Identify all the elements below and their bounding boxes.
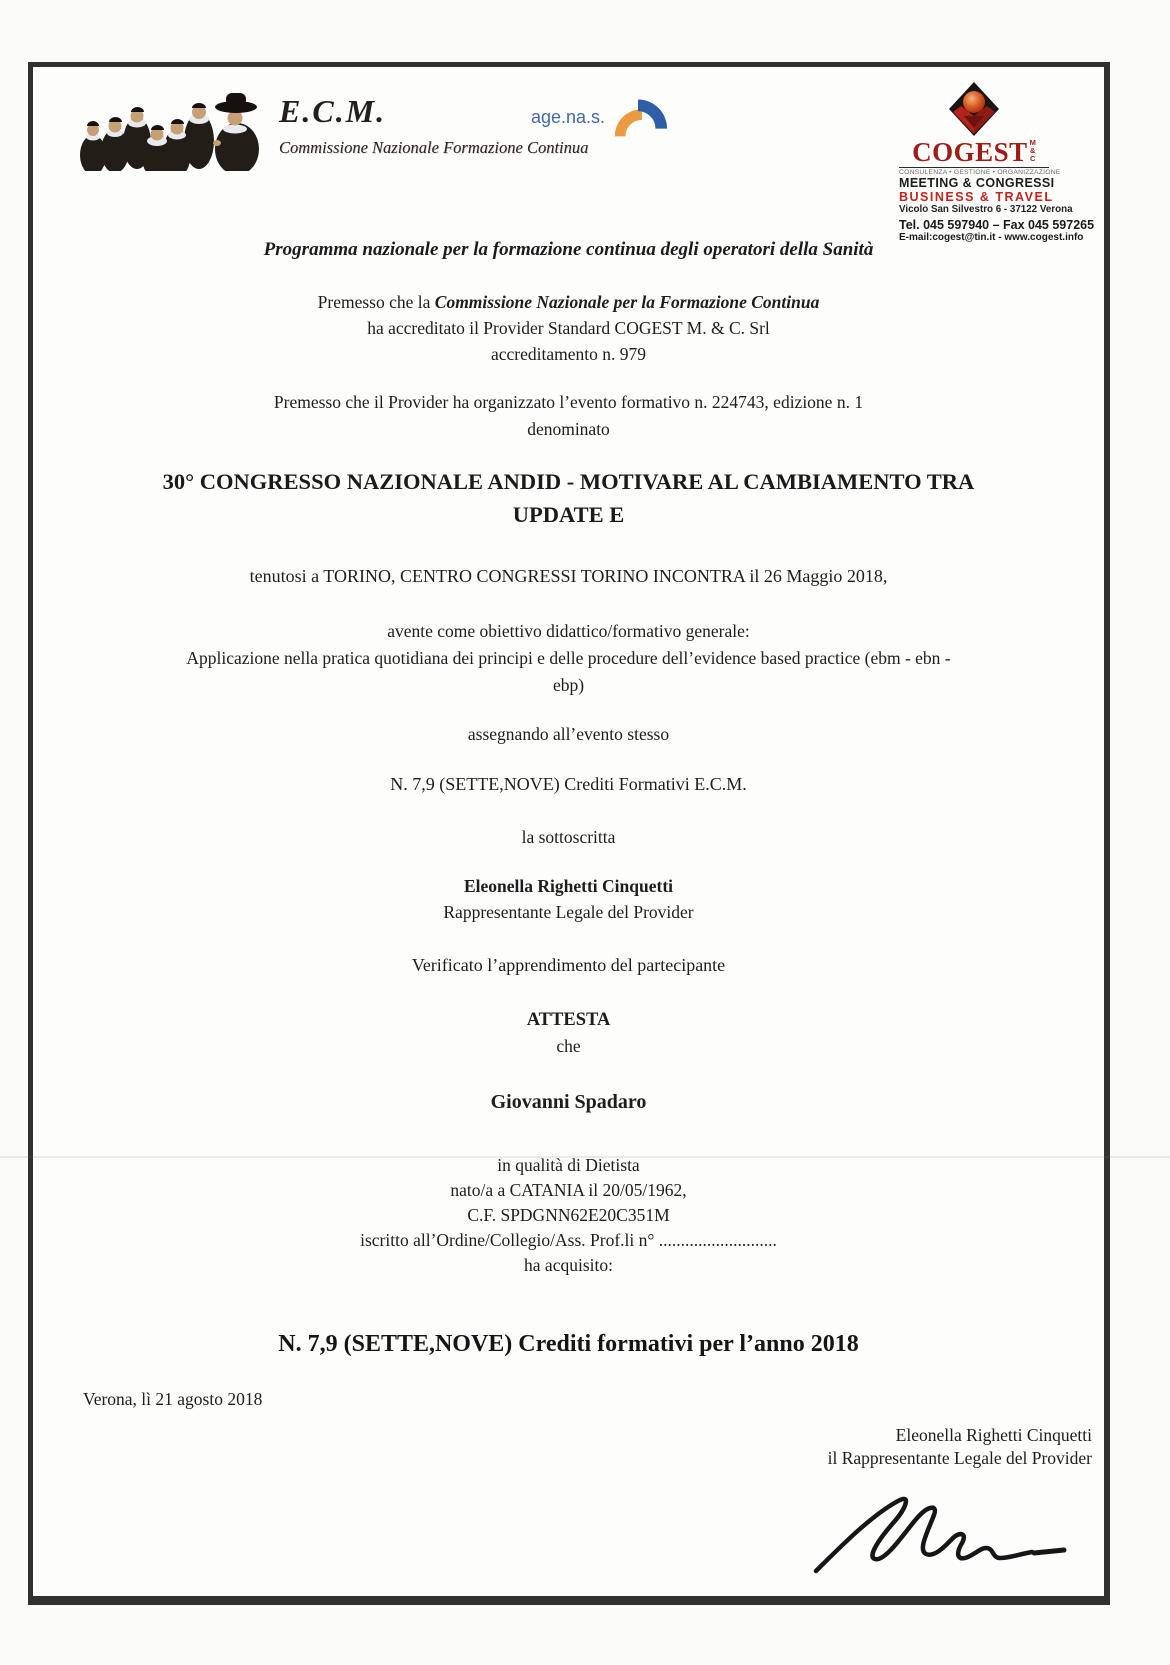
premise-event-line1: Premesso che il Provider ha organizzato l’evento formativo n. 224743, edizione n. 1 (273, 392, 864, 412)
cogest-business-travel: BUSINESS & TRAVEL (899, 190, 1054, 204)
acquired-line: ha acquisito: (524, 1255, 613, 1275)
credits-line: N. 7,9 (SETTE,NOVE) Crediti Formativi E.C.M. (390, 774, 747, 794)
objective-line1: Applicazione nella pratica quotidiana dei principi e delle procedure dell’evidence based practice (ebm - ebn - (186, 648, 951, 668)
premise-accreditation (33, 289, 1104, 367)
participant-name: Giovanni Spadaro (490, 1091, 647, 1113)
signature-image (808, 1491, 1073, 1583)
cogest-phone: Tel. 045 597940 – Fax 045 597265 (899, 218, 1095, 232)
event-venue: tenutosi a TORINO, CENTRO CONGRESSI TORINO INCONTRA il 26 Maggio 2018, (249, 566, 888, 586)
place-date: Verona, lì 21 agosto 2018 (83, 1389, 263, 1409)
participant-details (33, 1153, 1104, 1278)
agenas-logo (531, 91, 669, 141)
assigning-line: assegnando all’evento stesso (467, 724, 670, 744)
objective-line2: ebp) (552, 675, 585, 695)
signer-role: Rappresentante Legale del Provider (443, 902, 694, 922)
painting-figures (80, 93, 259, 171)
participant-registry: iscritto all’Ordine/Collegio/Ass. Prof.li n° ........................... (360, 1230, 777, 1250)
undersigned-line: la sottoscritta (521, 827, 616, 847)
certificate-frame (28, 62, 1110, 1605)
premise-event-line2: denominato (527, 419, 610, 439)
cogest-name: COGEST (912, 137, 1028, 167)
agenas-swoosh-icon (607, 91, 669, 141)
scan-crease-line (0, 1156, 1170, 1158)
attestation-block (33, 1007, 1104, 1059)
attests-word: ATTESTA (526, 1010, 611, 1030)
program-title: Programma nazionale per la formazione continua degli operatori della Sanità (263, 239, 874, 260)
participant-birth: nato/a a CATANIA il 20/05/1962, (450, 1180, 687, 1200)
cogest-email: E-mail:cogest@tin.it - www.cogest.info (899, 232, 1084, 243)
agenas-label: age.na.s. (531, 107, 606, 127)
signature-stroke (816, 1499, 1032, 1571)
signer-name: Eleonella Righetti Cinquetti (463, 876, 674, 896)
signatory-role: il Rappresentante Legale del Provider (827, 1448, 1092, 1468)
event-title-line1: 30° CONGRESSO NAZIONALE ANDID - MOTIVARE AL CAMBIAMENTO TRA (162, 469, 975, 494)
cogest-mc-c: C (1030, 154, 1036, 163)
signature-tail-stroke (1034, 1550, 1064, 1553)
cogest-meeting-congressi: MEETING & CONGRESSI (899, 176, 1055, 190)
premise-commission-name: Commissione Nazionale per la Formazione Continua (434, 292, 820, 312)
ecm-painting-image (79, 85, 263, 171)
participant-fiscal-code: C.F. SPDGNN62E20C351M (467, 1205, 670, 1225)
premise-prefix: Premesso che la (317, 292, 435, 312)
cogest-logo-block (899, 81, 1095, 243)
cogest-tagline: CONSULENZA • GESTIONE • ORGANIZZAZIONE (899, 169, 1061, 176)
premise-accreditation-line1 (33, 289, 1104, 315)
event-objective (33, 618, 1104, 699)
cogest-mc-amp: & (1030, 146, 1036, 155)
cogest-address: Vicolo San Silvestro 6 - 37122 Verona (899, 204, 1073, 215)
final-credits-line: N. 7,9 (SETTE,NOVE) Crediti formativi per l’anno 2018 (278, 1331, 859, 1357)
objective-intro: avente come obiettivo didattico/formativo generale: (387, 621, 750, 641)
participant-quality: in qualità di Dietista (497, 1155, 640, 1175)
cogest-name-row (899, 139, 1049, 165)
signatory-block (828, 1424, 1092, 1470)
event-title-line2: UPDATE E (512, 502, 625, 527)
cogest-mc (1030, 139, 1036, 163)
ecm-subtitle: Commissione Nazionale Formazione Continua (279, 138, 589, 157)
cogest-mc-m: M (1029, 138, 1036, 147)
signer-block (33, 873, 1104, 925)
premise-accreditation-line2: ha accreditato il Provider Standard COGEST M. & C. Srl (367, 318, 770, 338)
cogest-diamond-icon (948, 81, 1000, 137)
ecm-title: E.C.M. (279, 93, 387, 129)
signatory-name: Eleonella Righetti Cinquetti (895, 1425, 1092, 1445)
that-word: che (556, 1036, 581, 1056)
premise-event (33, 389, 1104, 443)
event-title (33, 465, 1104, 531)
premise-accreditation-line3: accreditamento n. 979 (490, 344, 646, 364)
verified-line: Verificato l’apprendimento del partecipante (411, 955, 726, 975)
